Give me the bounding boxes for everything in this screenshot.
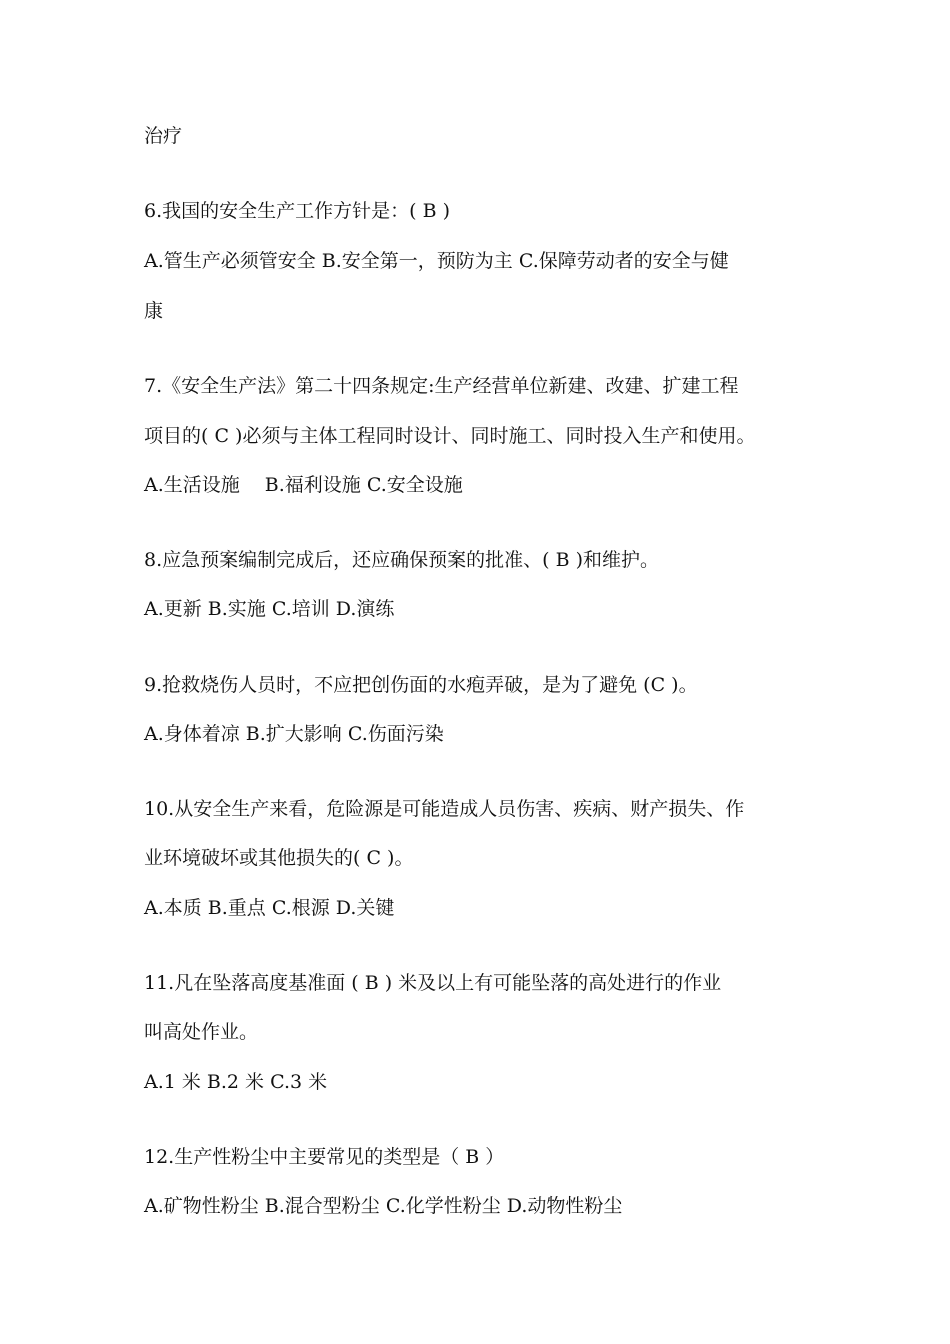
question-7: 7.《安全生产法》第二十四条规定:生产经营单位新建、改建、扩建工程	[144, 375, 739, 397]
question-11-options: A.1 米 B.2 米 C.3 米	[144, 1071, 328, 1093]
question-6-options: A.管生产必须管安全 B.安全第一，预防为主 C.保障劳动者的安全与健	[144, 250, 729, 272]
question-11-cont: 叫高处作业。	[144, 1021, 259, 1043]
question-8: 8.应急预案编制完成后，还应确保预案的批准、( B )和维护。	[144, 549, 659, 571]
question-8-options: A.更新 B.实施 C.培训 D.演练	[144, 598, 395, 620]
question-9-options: A.身体着凉 B.扩大影响 C.伤面污染	[144, 723, 444, 745]
question-12-options: A.矿物性粉尘 B.混合型粉尘 C.化学性粉尘 D.动物性粉尘	[144, 1195, 623, 1217]
question-10-options: A.本质 B.重点 C.根源 D.关键	[144, 897, 395, 919]
text-line-treatment: 治疗	[144, 125, 183, 147]
question-12: 12.生产性粉尘中主要常见的类型是（ B ）	[144, 1146, 505, 1168]
question-9: 9.抢救烧伤人员时，不应把创伤面的水疱弄破，是为了避免 (C )。	[144, 674, 698, 696]
question-11: 11.凡在坠落高度基准面 ( B ) 米及以上有可能坠落的高处进行的作业	[144, 972, 722, 994]
question-10-cont: 业环境破坏或其他损失的( C )。	[144, 847, 414, 869]
question-7-options: A.生活设施 B.福利设施 C.安全设施	[144, 474, 463, 496]
question-7-cont: 项目的( C )必须与主体工程同时设计、同时施工、同时投入生产和使用。	[144, 425, 756, 447]
question-6: 6.我国的安全生产工作方针是：( B )	[144, 200, 450, 222]
question-10: 10.从安全生产来看，危险源是可能造成人员伤害、疾病、财产损失、作	[144, 798, 745, 820]
question-6-options-cont: 康	[144, 300, 164, 322]
